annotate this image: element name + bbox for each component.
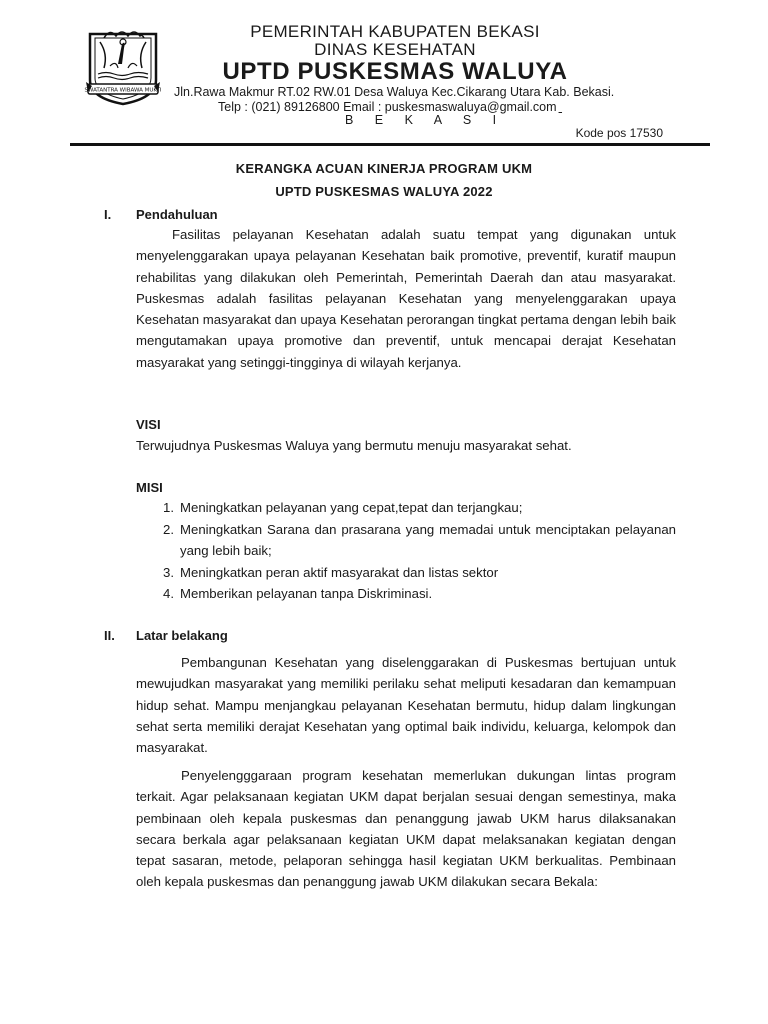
list-item	[136, 497, 676, 519]
document-title: KERANGKA ACUAN KINERJA PROGRAM UKM	[235, 161, 533, 176]
section-2-heading: Latar belakang	[136, 628, 228, 643]
bekasi-emblem-logo	[82, 24, 164, 108]
header-government: PEMERINTAH KABUPATEN BEKASI	[250, 22, 540, 41]
list-item	[136, 519, 676, 562]
list-item-text: Meningkatkan pelayanan yang cepat,tepat dan terjangkau;	[180, 500, 523, 515]
email-link-underline[interactable]	[559, 100, 562, 114]
header-institution: UPTD PUSKESMAS WALUYA	[222, 58, 568, 85]
section-2-paragraph-2-text: Penyelengggaraan program kesehatan memerlukan dukungan lintas program terkait. Agar pelaksanaan kegiatan UKM dapat berjalan sesuai dengan semestinya, maka pembinaan oleh kepala puskesmas dan penanggung jawab UKM harus dilaksanakan secara berkala agar pelaksanaan kegiatan UKM dapat melaksanakan kegiatan dengan tepat sasaran, metode, pelaporan sehingga hasil kegiatan UKM berkualitas. Pembinaan oleh kepala puskesmas dan penanggung jawab UKM dilakukan secara Bekala:	[136, 768, 676, 890]
header-department: DINAS KESEHATAN	[314, 40, 476, 59]
header-address: Jln.Rawa Makmur RT.02 RW.01 Desa Waluya Kec.Cikarang Utara Kab. Bekasi.	[174, 85, 615, 99]
header-contact-text: Telp : (021) 89126800 Email : puskesmaswaluya@gmail.com	[218, 100, 557, 114]
section-1-paragraph-text: Fasilitas pelayanan Kesehatan adalah suatu tempat yang digunakan untuk menyelenggarakan upaya pelayanan Kesehatan baik promotive, preventif, kuratif maupun rehabilitas yang dilakukan oleh Pemerintah, Pemerintah Daerah dan atau masyarakat. Puskesmas adalah fasilitas pelayanan Kesehatan yang menyelenggarakan upaya Kesehatan masyarakat dan upaya Kesehatan perorangan tingkat pertama dengan lebih baik mengutamakan upaya promotive dan preventif, untuk mencapai derajat Kesehatan masyarakat yang setinggi-tingginya di wilayah kerjanya.	[136, 227, 676, 370]
postal-code: Kode pos 17530	[575, 126, 663, 140]
list-item-number: 1.	[163, 500, 174, 515]
section-2-paragraph-2	[136, 765, 676, 893]
section-1-heading: Pendahuluan	[136, 207, 218, 222]
misi-heading: MISI	[136, 480, 163, 495]
section-1-paragraph	[136, 224, 676, 373]
section-2-numeral: II.	[104, 628, 115, 643]
section-2-paragraph-1	[136, 652, 676, 758]
list-item-text: Meningkatkan peran aktif masyarakat dan listas sektor	[180, 564, 499, 580]
visi-heading: VISI	[136, 417, 161, 432]
header-city: B E K A S I	[345, 113, 506, 127]
document-subtitle: UPTD PUSKESMAS WALUYA 2022	[275, 184, 493, 199]
list-item-text: Meningkatkan Sarana dan prasarana yang memadai untuk menciptakan pelayanan yang lebih baik;	[180, 521, 676, 558]
list-item-number: 2.	[163, 521, 174, 537]
visi-text: Terwujudnya Puskesmas Waluya yang bermutu menuju masyarakat sehat.	[136, 438, 572, 453]
list-item-number: 3.	[163, 564, 174, 580]
header-contact	[218, 100, 562, 114]
section-2-paragraph-1-text: Pembangunan Kesehatan yang diselenggarakan di Puskesmas bertujuan untuk mewujudkan masyarakat yang memiliki perilaku sehat meliputi kesadaran dan kemampuan hidup sehat. Mampu menjangkau pelayanan Kesehatan bermutu, hidup dalam lingkungan sehat serta memiliki derajat Kesehatan yang optimal baik individu, keluarga, kelompok dan masyarakat.	[136, 655, 676, 756]
logo-caption: SWATANTRA WIBAWA MUKTI	[84, 87, 162, 94]
letterhead-divider	[70, 143, 710, 146]
list-item	[136, 583, 676, 605]
visi-paragraph	[136, 435, 676, 456]
section-1-numeral: I.	[104, 207, 112, 222]
list-item-text: Memberikan pelayanan tanpa Diskriminasi.	[180, 586, 433, 601]
misi-list	[136, 497, 676, 605]
list-item	[136, 562, 676, 584]
list-item-number: 4.	[163, 586, 174, 601]
